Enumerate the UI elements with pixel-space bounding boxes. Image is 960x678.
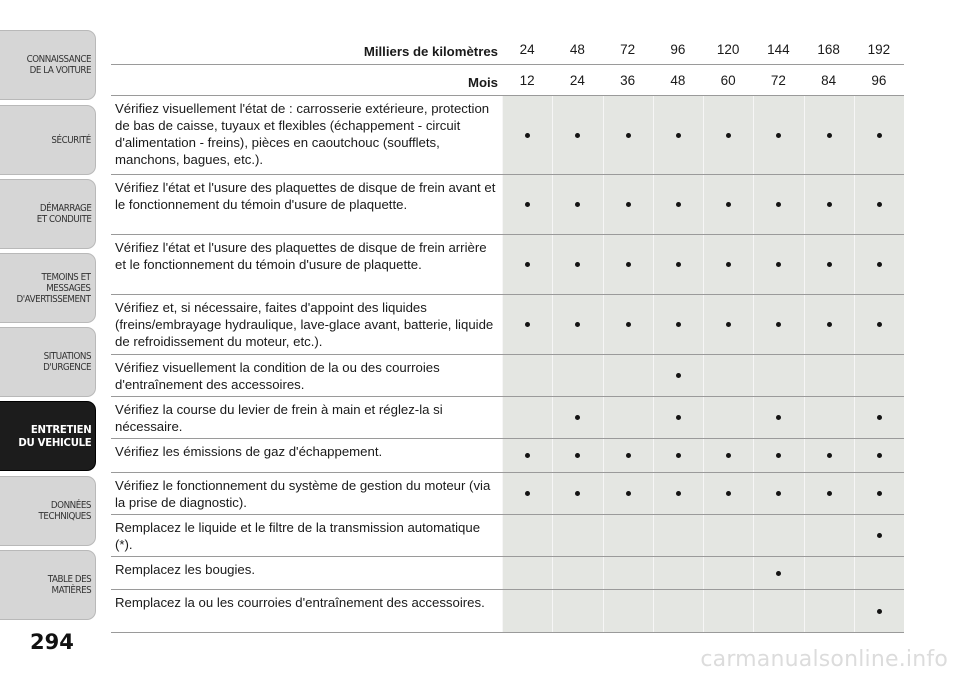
schedule-cell [552,397,602,438]
maintenance-schedule-table [111,34,904,633]
schedule-cell [653,235,703,294]
check-dot-icon [776,491,781,496]
schedule-cell [703,355,753,396]
schedule-cell [603,439,653,472]
schedule-cell [552,295,602,354]
check-dot-icon [525,453,530,458]
header-mois-value: 12 [519,72,535,88]
schedule-cell [552,473,602,514]
header-km-value: 48 [569,41,585,57]
check-dot-icon [626,133,631,138]
check-dot-icon [877,133,882,138]
schedule-cell [804,439,854,472]
check-dot-icon [827,453,832,458]
schedule-cell [854,355,904,396]
schedule-cell [552,235,602,294]
check-dot-icon [726,491,731,496]
schedule-cell [552,96,602,174]
tab-label: DONNÉES TECHNIQUES [38,500,91,522]
check-dot-icon [525,322,530,327]
schedule-cell [703,515,753,556]
check-dot-icon [525,133,530,138]
schedule-cell [552,590,602,632]
schedule-cell [603,515,653,556]
check-dot-icon [626,262,631,267]
schedule-cell [703,473,753,514]
table-row [111,439,904,473]
tab-label: TABLE DES MATIÈRES [47,574,91,596]
check-dot-icon [626,453,631,458]
schedule-cell [854,397,904,438]
header-km-value: 120 [716,41,740,57]
schedule-cell [502,96,552,174]
check-dot-icon [726,322,731,327]
check-dot-icon [827,262,832,267]
schedule-cell [703,96,753,174]
tab-connaissance[interactable] [0,30,96,100]
schedule-cell [753,439,803,472]
schedule-cell [854,515,904,556]
schedule-cell [804,235,854,294]
tab-securite[interactable] [0,105,96,175]
check-dot-icon [575,453,580,458]
tab-label: SÉCURITÉ [51,134,91,146]
tab-donnees[interactable] [0,476,96,546]
schedule-cell [703,175,753,234]
schedule-cell [804,397,854,438]
schedule-cell [653,515,703,556]
header-mois-value: 72 [770,72,786,88]
check-dot-icon [877,202,882,207]
check-dot-icon [726,133,731,138]
check-dot-icon [626,491,631,496]
schedule-cell [804,590,854,632]
schedule-cell [804,557,854,589]
schedule-cell [753,397,803,438]
schedule-cell [753,557,803,589]
check-dot-icon [676,453,681,458]
check-dot-icon [726,202,731,207]
schedule-cell [603,355,653,396]
table-row [111,175,904,235]
schedule-cell [552,557,602,589]
check-dot-icon [575,322,580,327]
schedule-cell [552,439,602,472]
header-mois-value: 84 [821,72,837,88]
header-km-value: 72 [620,41,636,57]
schedule-cell [603,590,653,632]
header-mois-value: 48 [670,72,686,88]
check-dot-icon [726,262,731,267]
operation-text: Remplacez les bougies. [115,562,256,577]
check-dot-icon [776,133,781,138]
table-row [111,96,904,175]
section-tabs [0,0,98,678]
schedule-cell [753,175,803,234]
check-dot-icon [676,491,681,496]
check-dot-icon [776,202,781,207]
schedule-cell [603,295,653,354]
operation-text: Vérifiez visuellement la condition de la ou des courroies d'entraînement des accessoires. [115,360,440,392]
schedule-cell [854,96,904,174]
check-dot-icon [726,453,731,458]
schedule-cell [502,473,552,514]
operation-text: Vérifiez le fonctionnement du système de gestion du moteur (via la prise de diagnostic). [115,478,491,510]
schedule-cell [502,557,552,589]
check-dot-icon [776,571,781,576]
check-dot-icon [776,262,781,267]
schedule-cell [502,590,552,632]
schedule-cell [552,355,602,396]
check-dot-icon [626,202,631,207]
schedule-cell [753,96,803,174]
table-row [111,397,904,439]
schedule-cell [653,355,703,396]
check-dot-icon [626,322,631,327]
schedule-cell [653,557,703,589]
check-dot-icon [525,491,530,496]
check-dot-icon [575,202,580,207]
schedule-cell [753,295,803,354]
schedule-cell [603,557,653,589]
operation-text: Vérifiez et, si nécessaire, faites d'appoint des liquides (freins/embrayage hydraulique, lave-glace avant, batterie, liquide de refroidissement du moteur, etc.). [115,300,494,349]
check-dot-icon [877,609,882,614]
schedule-cell [703,557,753,589]
operation-text: Vérifiez visuellement l'état de : carrosserie extérieure, protection de bas de caisse, tuyaux et flexibles (échappement - circuit d'alimentation - freins), pièces en caoutchouc (soufflets, manchons, bagues, etc.). [115,101,490,167]
check-dot-icon [525,202,530,207]
header-mois-value: 24 [569,72,585,88]
table-row [111,235,904,295]
schedule-cell [603,235,653,294]
tab-demarrage[interactable] [0,179,96,249]
check-dot-icon [676,202,681,207]
header-km-value: 192 [867,41,891,57]
schedule-cell [854,235,904,294]
check-dot-icon [575,262,580,267]
schedule-cell [703,590,753,632]
schedule-cell [804,295,854,354]
check-dot-icon [776,453,781,458]
header-km-value: 24 [519,41,535,57]
schedule-cell [603,473,653,514]
operation-text: Vérifiez l'état et l'usure des plaquettes de disque de frein avant et le fonctionnement du témoin d'usure de plaquette. [115,180,496,212]
tab-situations[interactable] [0,327,96,397]
tab-label: SITUATIONS D'URGENCE [43,351,91,373]
schedule-rows [111,96,904,633]
schedule-cell [653,397,703,438]
tab-table-des-matieres[interactable] [0,550,96,620]
schedule-cell [653,590,703,632]
schedule-cell [753,235,803,294]
check-dot-icon [877,262,882,267]
schedule-cell [502,175,552,234]
check-dot-icon [575,491,580,496]
schedule-cell [854,175,904,234]
table-row [111,557,904,590]
schedule-cell [804,175,854,234]
schedule-cell [703,235,753,294]
schedule-cell [854,590,904,632]
schedule-cell [753,590,803,632]
page-number: 294 [30,630,74,654]
schedule-cell [703,295,753,354]
tab-temoins[interactable] [0,253,96,323]
schedule-cell [603,397,653,438]
schedule-cell [854,295,904,354]
watermark: carmanualsonline.info [700,647,948,672]
schedule-cell [653,439,703,472]
operation-text: Remplacez le liquide et le filtre de la transmission automatique (*). [115,520,481,552]
header-km-label: Milliers de kilomètres [363,43,498,59]
header-mois-label: Mois [467,74,498,90]
check-dot-icon [575,415,580,420]
check-dot-icon [827,202,832,207]
table-row [111,590,904,633]
schedule-cell [502,295,552,354]
operation-text: Vérifiez l'état et l'usure des plaquettes de disque de frein arrière et le fonctionnement du témoin d'usure de plaquette. [115,240,487,272]
check-dot-icon [525,262,530,267]
header-mois-value: 36 [620,72,636,88]
table-row [111,515,904,557]
tab-label: ENTRETIEN DU VEHICULE [17,423,91,449]
schedule-cell [703,439,753,472]
check-dot-icon [877,322,882,327]
schedule-cell [603,175,653,234]
header-km-row [111,34,904,65]
check-dot-icon [676,322,681,327]
tab-label: DÉMARRAGE ET CONDUITE [36,203,91,225]
schedule-cell [603,96,653,174]
check-dot-icon [676,133,681,138]
check-dot-icon [877,533,882,538]
check-dot-icon [776,415,781,420]
schedule-cell [653,473,703,514]
tab-label: TEMOINS ET MESSAGES D'AVERTISSEMENT [16,271,91,305]
schedule-cell [854,439,904,472]
check-dot-icon [575,133,580,138]
schedule-cell [502,355,552,396]
check-dot-icon [827,322,832,327]
schedule-cell [804,96,854,174]
schedule-cell [502,235,552,294]
schedule-cell [804,355,854,396]
check-dot-icon [676,262,681,267]
tab-entretien[interactable] [0,401,96,471]
schedule-cell [502,439,552,472]
table-row [111,473,904,515]
schedule-cell [502,515,552,556]
schedule-cell [703,397,753,438]
check-dot-icon [776,322,781,327]
schedule-cell [804,473,854,514]
schedule-cell [753,473,803,514]
operation-text: Vérifiez la course du levier de frein à main et réglez-la si nécessaire. [115,402,443,434]
schedule-cell [753,355,803,396]
check-dot-icon [676,373,681,378]
schedule-cell [753,515,803,556]
header-mois-value: 96 [871,72,887,88]
schedule-cell [502,397,552,438]
schedule-cell [653,175,703,234]
schedule-cell [552,175,602,234]
tab-label: CONNAISSANCE DE LA VOITURE [26,54,91,76]
check-dot-icon [827,133,832,138]
schedule-cell [552,515,602,556]
operation-text: Vérifiez les émissions de gaz d'échappement. [115,444,383,459]
schedule-cell [653,295,703,354]
header-mois-row [111,65,904,96]
header-km-value: 168 [817,41,840,57]
header-mois-value: 60 [720,72,736,88]
schedule-cell [854,473,904,514]
header-km-value: 144 [767,41,790,57]
check-dot-icon [877,491,882,496]
schedule-cell [653,96,703,174]
check-dot-icon [877,453,882,458]
check-dot-icon [877,415,882,420]
header-km-value: 96 [670,41,686,57]
schedule-cell [854,557,904,589]
table-row [111,355,904,397]
schedule-cell [804,515,854,556]
operation-text: Remplacez la ou les courroies d'entraînement des accessoires. [115,595,485,610]
table-row [111,295,904,355]
check-dot-icon [676,415,681,420]
check-dot-icon [827,491,832,496]
